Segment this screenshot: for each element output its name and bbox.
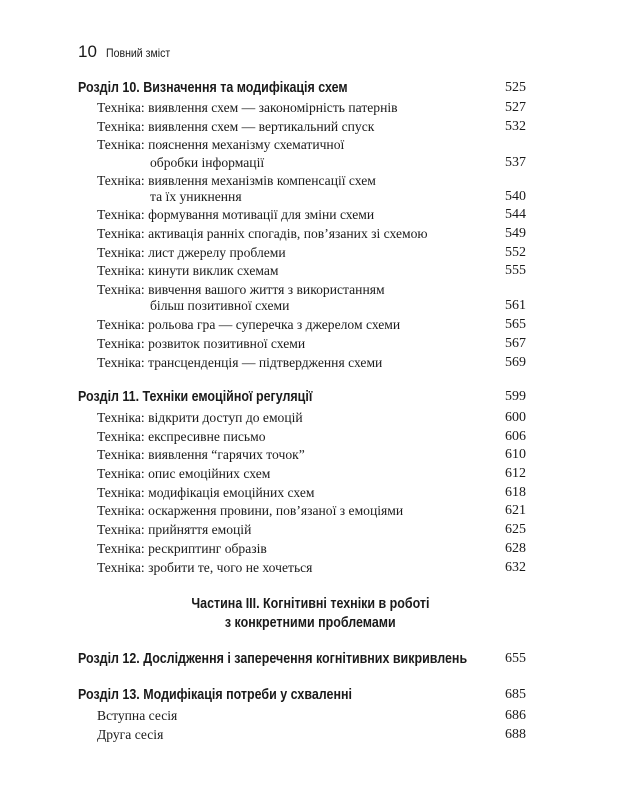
toc-entry: Вступна сесія xyxy=(97,708,178,723)
toc-entry: Техніка: активація ранніх спогадів, пов’язаних зі схемою xyxy=(97,226,428,241)
page-number: 10 xyxy=(78,42,97,61)
section-12-title: Розділ 12. Дослідження і заперечення когнітивних викривлень xyxy=(78,651,468,667)
toc-entry-page: 632 xyxy=(505,560,526,575)
toc-entry: Техніка: формування мотивації для зміни схеми xyxy=(97,207,375,222)
part-3-heading-text-2: з конкретними проблемами xyxy=(225,615,396,631)
toc-entry: Техніка: відкрити доступ до емоцій xyxy=(97,410,303,425)
toc-entry-page: 552 xyxy=(505,245,526,260)
toc-entry: Техніка: виявлення схем — закономірність патернів xyxy=(97,100,398,115)
section-10-page: 525 xyxy=(505,80,526,95)
toc-entry-continuation: та їх уникнення xyxy=(150,189,242,204)
toc-entry: Техніка: виявлення “гарячих точок” xyxy=(97,447,305,462)
toc-entry: Техніка: розвиток позитивної схеми xyxy=(97,336,306,351)
toc-entry-page: 628 xyxy=(505,541,526,556)
toc-entry: Техніка: трансценденція — підтвердження схеми xyxy=(97,355,383,370)
toc-entry-page: 569 xyxy=(505,355,526,370)
toc-entry: Техніка: експресивне письмо xyxy=(97,429,266,444)
part-3-heading-text-1: Частина ІІІ. Когнітивні техніки в роботі xyxy=(191,596,430,612)
toc-entry-page: 600 xyxy=(505,410,526,425)
toc-entry: Техніка: модифікація емоційних схем xyxy=(97,485,315,500)
toc-entry-page: 537 xyxy=(505,155,526,170)
part-3-heading-line-2 xyxy=(0,615,621,631)
toc-entry-page: 625 xyxy=(505,522,526,537)
toc-entry: Техніка: вивчення вашого життя з використанням xyxy=(97,282,385,297)
toc-entry-page: 686 xyxy=(505,708,526,723)
section-11-title: Розділ 11. Техніки емоційної регуляції xyxy=(78,389,313,405)
section-13-page: 685 xyxy=(505,687,526,702)
running-header xyxy=(78,42,179,62)
toc-entry: Техніка: прийняття емоцій xyxy=(97,522,252,537)
toc-entry-page: 612 xyxy=(505,466,526,481)
toc-entry-page: 555 xyxy=(505,263,526,278)
toc-entry: Техніка: пояснення механізму схематичної xyxy=(97,137,345,152)
toc-entry-page: 618 xyxy=(505,485,526,500)
toc-entry-page: 527 xyxy=(505,100,526,115)
toc-entry-page: 549 xyxy=(505,226,526,241)
toc-entry-page: 610 xyxy=(505,447,526,462)
toc-entry-page: 561 xyxy=(505,298,526,313)
section-13-title: Розділ 13. Модифікація потреби у схваленні xyxy=(78,687,353,703)
toc-entry: Техніка: зробити те, чого не хочеться xyxy=(97,560,313,575)
toc-entry-page: 688 xyxy=(505,727,526,742)
toc-entry-page: 544 xyxy=(505,207,526,222)
toc-entry: Техніка: рескриптинг образів xyxy=(97,541,267,556)
toc-entry: Техніка: опис емоційних схем xyxy=(97,466,271,481)
toc-entry: Техніка: лист джерелу проблеми xyxy=(97,245,286,260)
toc-entry: Друга сесія xyxy=(97,727,164,742)
toc-entry: Техніка: виявлення механізмів компенсації схем xyxy=(97,173,376,188)
section-10-title: Розділ 10. Визначення та модифікація схем xyxy=(78,80,348,96)
toc-entry-page: 567 xyxy=(505,336,526,351)
toc-entry: Техніка: кинути виклик схемам xyxy=(97,263,279,278)
toc-entry-page: 565 xyxy=(505,317,526,332)
toc-entry-page: 532 xyxy=(505,119,526,134)
section-12-page: 655 xyxy=(505,651,526,666)
toc-entry-page: 606 xyxy=(505,429,526,444)
running-title: Повний зміст xyxy=(105,46,171,60)
part-3-heading-line-1 xyxy=(0,596,621,612)
toc-entry-continuation: більш позитивної схеми xyxy=(150,298,290,313)
section-11-page: 599 xyxy=(505,389,526,404)
toc-entry: Техніка: виявлення схем — вертикальний спуск xyxy=(97,119,375,134)
toc-entry-page: 540 xyxy=(505,189,526,204)
toc-entry: Техніка: оскарження провини, пов’язаної з емоціями xyxy=(97,503,404,518)
toc-entry-continuation: обробки інформації xyxy=(150,155,265,170)
toc-entry-page: 621 xyxy=(505,503,526,518)
toc-entry: Техніка: рольова гра — суперечка з джерелом схеми xyxy=(97,317,401,332)
